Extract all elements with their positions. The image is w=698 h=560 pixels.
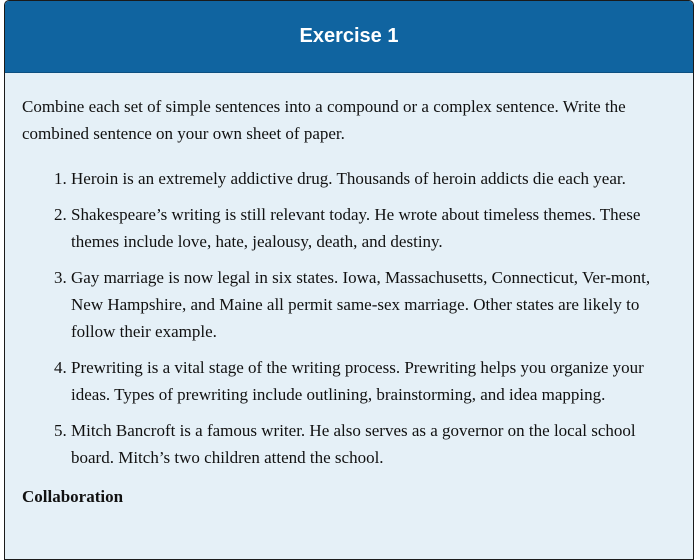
exercise-header — [5, 1, 693, 73]
exercise-item-3: 3. Gay marriage is now legal in six states. Iowa, Massachusetts, Connecticut, Ver-mont, New Hampshire, and Maine all permit same-sex marriage. Other states are likely to follow their example. — [71, 264, 681, 345]
exercise-list — [22, 165, 681, 471]
collaboration-heading: Collaboration — [22, 487, 124, 506]
exercise-content — [5, 73, 693, 510]
exercise-item-4: 4. Prewriting is a vital stage of the writing process. Prewriting helps you organize your ideas. Types of prewriting include outlining, brainstorming, and idea mapping. — [71, 354, 681, 408]
exercise-item-2: 2. Shakespeare’s writing is still relevant today. He wrote about timeless themes. These themes include love, hate, jealousy, death, and destiny. — [71, 201, 681, 255]
exercise-item-5: 5. Mitch Bancroft is a famous writer. He also serves as a governor on the local school board. Mitch’s two children attend the school. — [71, 417, 681, 471]
exercise-item-1: 1. Heroin is an extremely addictive drug. Thousands of heroin addicts die each year. — [71, 165, 681, 192]
exercise-instructions: Combine each set of simple sentences into a compound or a complex sentence. Write the combined sentence on your own sheet of paper. — [22, 97, 626, 143]
exercise-title: Exercise 1 — [299, 25, 399, 47]
exercise-box — [4, 0, 694, 560]
